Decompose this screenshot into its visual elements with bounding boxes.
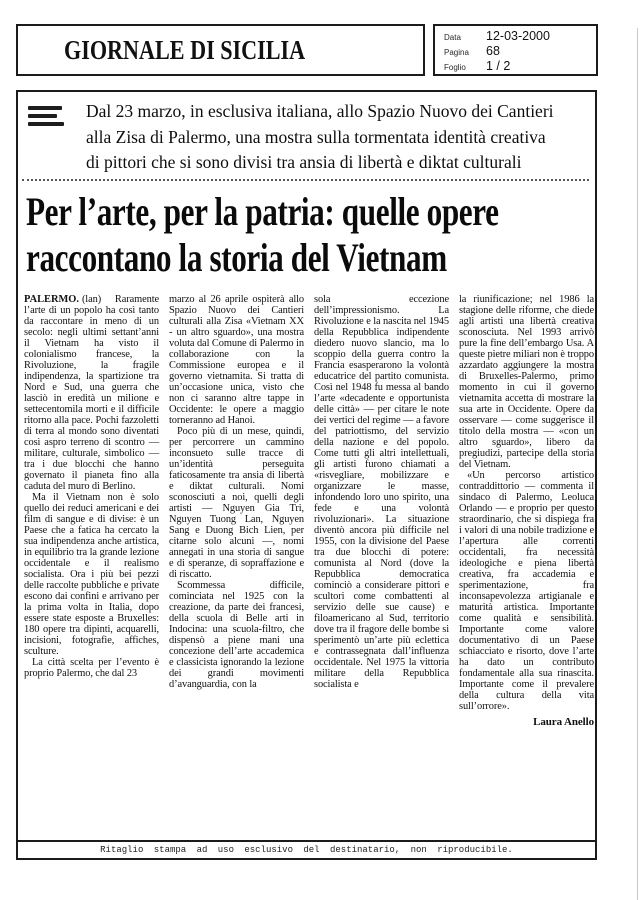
dotted-divider [22,179,589,181]
meta-label-sheet: Foglio [444,63,466,72]
headline-line-2: raccontano la storia del Vietnam [26,235,447,280]
meta-value-page: 68 [486,44,500,58]
meta-label-date: Data [444,33,461,42]
scan-edge-line [637,28,638,900]
clipping-meta-box [433,24,598,76]
dateline: PALERMO. [24,294,79,305]
byline: Laura Anello [533,716,594,728]
meta-row-page [444,44,596,59]
standfirst-line: di pittori che si sono divisi tra ansia di libertà e diktat culturali [86,152,522,172]
headline [26,189,619,281]
masthead-box [16,24,425,76]
reproduction-notice: Ritaglio stampa ad uso esclusivo del destinatario, non riproducibile. [100,845,513,855]
meta-row-date [444,29,596,44]
paragraph: La città scelta per l’evento è proprio Palermo, che dal 23 [24,657,159,679]
column-1 [24,294,159,728]
column-3 [314,294,449,728]
paragraph: marzo al 26 aprile ospiterà allo Spazio Nuovo dei Cantieri culturali alla Zisa «Vietnam XX - un altro sguardo», una mostra voluta dal Comune di Palermo in collaborazione con la Commissione europea e il governo vietnamita. Si tratta di un’occasione unica, visto che non ci saranno altre tappe in Occidente: le opere a maggio torneranno ad Hanoi. [169,294,304,426]
paragraph: la riunificazione; nel 1986 la stagione delle riforme, che diede agli artisti una libertà creativa sconosciuta. Nel 1993 arrivò pure la fine dell’embargo Usa. A queste pietre miliari non è troppo azzardato aggiungere la mostra di Bruxelles-Palermo, primo momento in cui il governo vietnamita accetta di mostrare la sua arte in Occidente. Opere da osservare — come suggerisce il titolo della mostra — «con un altro sguardo», libero da pregiudizi, partecipe della storia del Vietnam. [459,294,594,470]
paragraph: Scommessa difficile, cominciata nel 1925 con la creazione, da parte dei francesi, della scuola di Belle arti in Indocina: una scuola-filtro, che dispensò a piene mani una concezione dell’arte accademica e classicista ignorando la lezione dei grandi movimenti d’avanguardia, con la [169,580,304,690]
standfirst [28,99,589,176]
paragraph: «Un percorso artistico contraddittorio — commenta il sindaco di Palermo, Leoluca Orlando — e proprio per questo straordinario, che si dispiega fra i valori di una nobile tradizione e l’apertura alle correnti occidentali, fra necessità ideologiche e piena libertà creativa, fra accademia e sperimentazione, fra inconsapevolezza artigianale e maturità artistica. Importante come qualità e sensibilità. Importante come valore documentativo di un Paese schiacciato e risorto, dove l’arte ha dato un contributo fondamentale alla sua rinascita. Importante come il prevalere della cultura della vita sull’orrore». [459,470,594,712]
newspaper-logo: GIORNALE DI SICILIA [64,34,306,65]
headline-line-1: Per l’arte, per la patria: quelle opere [26,189,499,234]
article-body [24,294,594,728]
standfirst-text [86,99,554,176]
paragraph-text: (lan) Raramente l’arte di un popolo ha così tanto da raccontare in meno di un secolo: negli ultimi settant’anni il Vietnam ha visto il colonialismo francese, la Rivoluzione, la fragile indipendenza, la spartizione tra Nord e Sud, una guerra che lasciò in eredità un milione e settecentomila morti e il difficile ritorno alla pace. Pochi fazzoletti di terra al mondo sono diventati così aspro terreno di scontro — militare, culturale, simbolico — tra i due blocchi che hanno governato il pianeta fino alla caduta del muro di Berlino. [24,294,159,492]
footer-strip [18,840,595,858]
meta-value-sheet: 1 / 2 [486,59,511,73]
article-frame [16,90,597,860]
column-2 [169,294,304,728]
column-4 [459,294,594,728]
meta-row-sheet [444,59,596,74]
standfirst-line: Dal 23 marzo, in esclusiva italiana, allo Spazio Nuovo dei Cantieri [86,101,554,121]
paragraph: sola eccezione dell’impressionismo. La Rivoluzione e la nascita nel 1945 della Repubblica indipendente diedero nuovo slancio, ma lo scoppio della guerra contro la Francia esasperarono la volontà educatrice del partito comunista. Così nel 1948 fu messa al bando l’arte «decadente e opportunista delle città» — per citare le note dei vertici del regime — a favore del patriottismo, del servizio della nazione e del popolo. Come tutti gli altri intellettuali, gli artisti furono chiamati a «risvegliare, mobilizzare e organizzare le masse, infondendo loro uno spirito, una fede e una volontà rivoluzionari». La situazione diventò ancora più difficile nel 1955, con la divisione del Paese tra due blocchi di potere: comunista al Nord (dove la Repubblica democratica cominciò a considerare pittori e scultori come combattenti al servizio delle sue cause) e filoamericano al Sud, territorio dove tra il fragore delle bombe si sperimentò un’arte più eclettica e contrassegnata dall’influenza occidentale. Nel 1975 la vittoria militare della Repubblica socialista e [314,294,449,690]
paragraph: Poco più di un mese, quindi, per percorrere un cammino inconsueto sulle tracce di un’identità perseguita faticosamente tra ansia di libertà e diktat culturali. Nomi sconosciuti a noi, quelli degli artisti — Nguyen Gia Tri, Nguyen Tuong Lan, Nguyen Sang e Duong Bich Lien, per citarne solo alcuni —, nomi annegati in una storia di sangue e di speranze, di sopraffazione e di riscatto. [169,426,304,580]
paragraph [24,294,159,492]
paragraph: Ma il Vietnam non è solo quello dei reduci americani e dei film di sangue e di divise: è un Paese che a fatica ha cercato la sua indipendenza anche artistica, in equilibrio tra la grande lezione occidentale e il realismo socialista. Ora i più bei pezzi delle raccolte pubbliche e private escono dai confini e arrivano per la prima volta in Italia, dopo essere state esposte a Bruxelles: 180 opere tra dipinti, acquarelli, incisioni, fotografie, affiches, sculture. [24,492,159,657]
standfirst-line: alla Zisa di Palermo, una mostra sulla tormentata identità creativa [86,126,546,147]
meta-label-page: Pagina [444,48,469,57]
scribble-marks-icon [28,99,64,176]
meta-value-date: 12-03-2000 [486,29,550,43]
